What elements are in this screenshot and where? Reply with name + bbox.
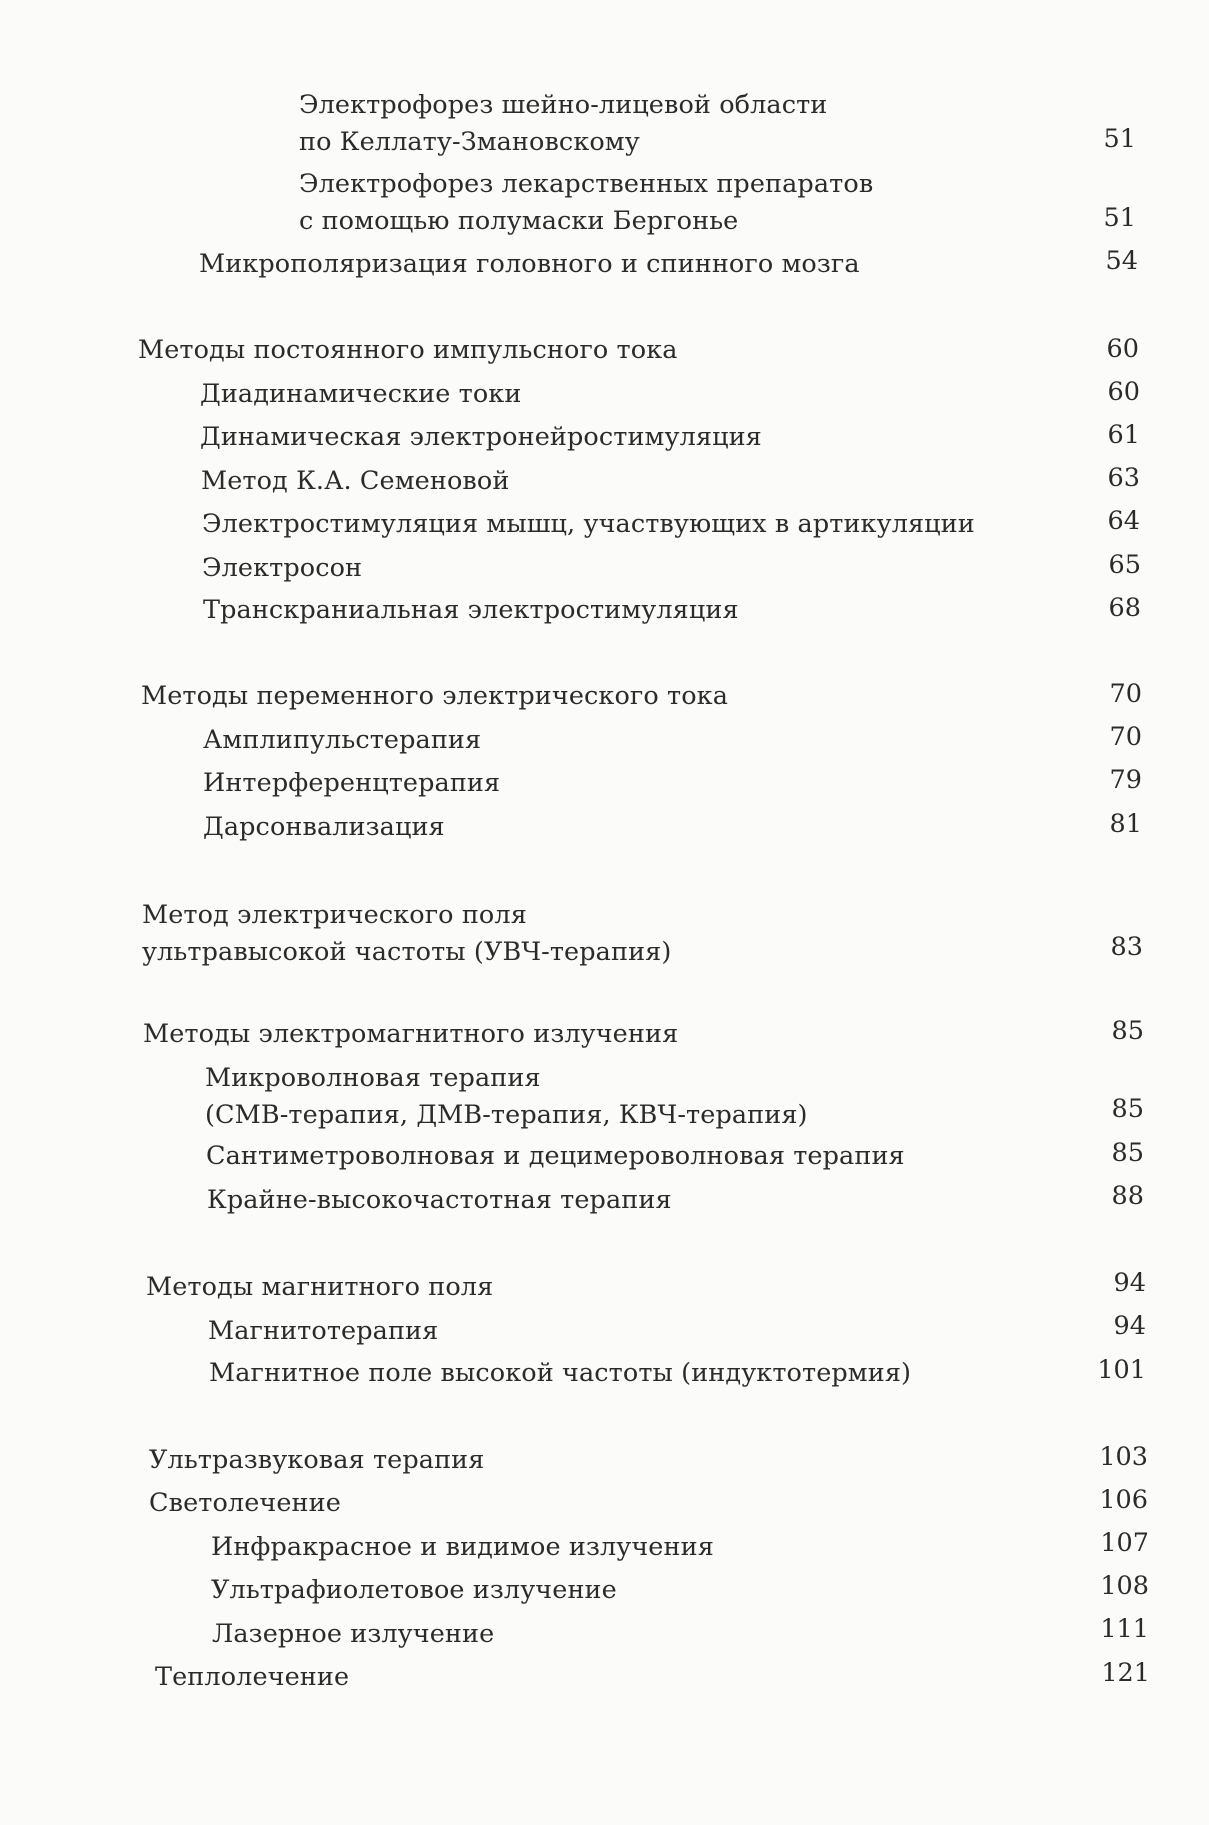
toc-entry-title: Сантиметроволновая и децимероволновая терапия: [206, 1141, 905, 1171]
toc-page-number: 68: [1108, 593, 1141, 623]
toc-entry: [138, 332, 678, 369]
toc-page-number: 70: [1109, 679, 1142, 709]
toc-page-number: 108: [1100, 1571, 1149, 1601]
toc-entry-title: Транскраниальная электростимуляция: [203, 595, 739, 625]
toc-entry: [200, 419, 762, 456]
toc-entry: [203, 722, 481, 759]
toc-entry: [203, 809, 445, 846]
toc-entry: [201, 463, 509, 500]
toc-entry: [211, 1572, 617, 1609]
toc-entry-title: Динамическая электронейростимуляция: [200, 422, 762, 452]
toc-page-number: 101: [1097, 1355, 1146, 1385]
toc-page-number: 107: [1100, 1528, 1149, 1558]
toc-page-number: 121: [1101, 1658, 1150, 1688]
toc-entry-title: Методы магнитного поля: [146, 1272, 494, 1302]
toc-page-number: 61: [1107, 420, 1140, 450]
toc-entry: [149, 1442, 484, 1479]
toc-entry-title: с помощью полумаски Бергонье: [299, 206, 739, 236]
toc-entry-title: по Келлату-Змановскому: [299, 127, 640, 157]
toc-entry: [146, 1269, 493, 1306]
toc-entry-title: Магнитное поле высокой частоты (индуктотермия): [209, 1358, 912, 1388]
toc-entry-title: Микрополяризация головного и спинного мозга: [199, 249, 860, 279]
toc-entry: [203, 592, 739, 629]
toc-entry-title: Методы электромагнитного излучения: [143, 1019, 679, 1049]
toc-entry: [202, 550, 362, 587]
toc-entry: [142, 897, 671, 971]
toc-entry: [141, 678, 728, 715]
toc-page-number: 63: [1107, 463, 1140, 493]
toc-entry: [149, 1485, 341, 1522]
toc-page-number: 85: [1111, 1138, 1144, 1168]
toc-entry: [143, 1016, 678, 1053]
toc-entry: [212, 1616, 494, 1653]
toc-entry: [202, 506, 975, 543]
toc-page-number: 83: [1110, 932, 1143, 962]
toc-page-number: 111: [1100, 1614, 1149, 1644]
toc-entry-title: Микроволновая терапия: [205, 1063, 541, 1093]
toc-entry: [203, 765, 500, 802]
toc-page-number: 103: [1099, 1442, 1148, 1472]
toc-entry: [205, 1060, 808, 1134]
toc-entry: [208, 1313, 438, 1350]
toc-entry-title: Крайне-высокочастотная терапия: [207, 1185, 672, 1215]
toc-entry-title: Магнитотерапия: [208, 1316, 439, 1346]
toc-entry-title: Электросон: [202, 553, 363, 583]
toc-page-number: 79: [1109, 765, 1142, 795]
toc-entry-title: Лазерное излучение: [212, 1619, 495, 1649]
toc-entry-title: Ультразвуковая терапия: [149, 1445, 485, 1475]
toc-page-number: 70: [1109, 722, 1142, 752]
toc-entry-title: Светолечение: [149, 1488, 341, 1518]
toc-page-number: 81: [1109, 809, 1142, 839]
toc-entry: [299, 166, 873, 240]
toc-entry-title: Электрофорез шейно-лицевой области: [299, 90, 828, 120]
toc-page-number: 106: [1099, 1485, 1148, 1515]
toc-entry-title: Методы постоянного импульсного тока: [138, 335, 678, 365]
toc-page-number: 94: [1113, 1311, 1146, 1341]
toc-entry: [299, 87, 827, 161]
toc-entry-title: Инфракрасное и видимое излучения: [211, 1532, 714, 1562]
toc-page-number: 60: [1106, 334, 1139, 364]
toc-page-number: 94: [1113, 1268, 1146, 1298]
toc-entry-title: Диадинамические токи: [200, 379, 522, 409]
toc-entry: [199, 246, 860, 283]
toc-page-number: 85: [1111, 1016, 1144, 1046]
toc-entry-title: Электростимуляция мышц, участвующих в артикуляции: [202, 509, 975, 539]
toc-entry-title: Электрофорез лекарственных препаратов: [299, 169, 874, 199]
toc-entry: [209, 1355, 911, 1392]
toc-entry-title: Ультрафиолетовое излучение: [211, 1575, 617, 1605]
toc-entry-title: Теплолечение: [155, 1662, 350, 1692]
toc-page-number: 54: [1105, 246, 1138, 276]
toc-entry-title: Интерференцтерапия: [203, 768, 501, 798]
toc-page-number: 88: [1111, 1181, 1144, 1211]
toc-page-number: 51: [1103, 124, 1136, 154]
toc-page-number: 85: [1111, 1094, 1144, 1124]
toc-entry-title: ультравысокой частоты (УВЧ-терапия): [142, 937, 672, 967]
toc-entry: [206, 1138, 905, 1175]
toc-entry: [155, 1659, 349, 1696]
toc-page-number: 60: [1107, 377, 1140, 407]
toc-entry: [211, 1529, 714, 1566]
toc-entry: [200, 376, 521, 413]
toc-page-number: 65: [1108, 550, 1141, 580]
toc-entry: [207, 1182, 672, 1219]
toc-page-number: 64: [1107, 506, 1140, 536]
toc-entry-title: Метод электрического поля: [142, 900, 527, 930]
toc-entry-title: Амплипульстерапия: [203, 725, 482, 755]
toc-entry-title: Метод К.А. Семеновой: [201, 466, 510, 496]
toc-entry-title: (СМВ-терапия, ДМВ-терапия, КВЧ-терапия): [205, 1100, 808, 1130]
toc-entry-title: Дарсонвализация: [203, 812, 445, 842]
toc-entry-title: Методы переменного электрического тока: [141, 681, 729, 711]
toc-page-number: 51: [1103, 203, 1136, 233]
